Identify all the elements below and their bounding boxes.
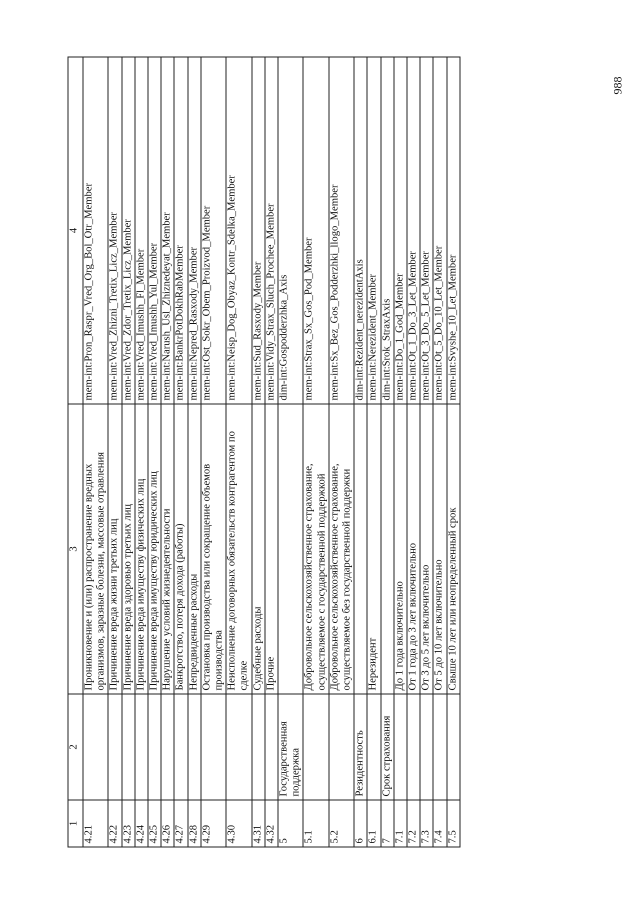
cell-c2: [433, 694, 446, 800]
header-cell-1: 1: [68, 800, 83, 847]
cell-c1: 4.32: [265, 800, 278, 847]
cell-c3: Причинение вреда имуществу физических лиц: [135, 404, 148, 694]
table-row: [148, 57, 161, 847]
cell-c3: [354, 404, 367, 694]
cell-c2: [226, 694, 251, 800]
cell-c2: [83, 694, 108, 800]
cell-c1: 4.31: [252, 800, 265, 847]
page-number: 988: [610, 76, 625, 95]
cell-c1: 4.30: [226, 800, 251, 847]
table-row: [252, 57, 265, 847]
cell-c4: dim-int:Gospodderzhka_Axis: [278, 57, 303, 404]
table-row: [188, 57, 201, 847]
cell-c3: От 1 года до 3 лет включительно: [407, 404, 420, 694]
table-row: [329, 57, 354, 847]
cell-c1: 4.21: [83, 800, 108, 847]
cell-c1: 6.1: [367, 800, 380, 847]
cell-c2: [420, 694, 433, 800]
cell-c3: Проникновение и (или) распространение вредных организмов, заразные болезни, массовые отравления: [83, 404, 108, 694]
cell-c2: Срок страхования: [381, 694, 394, 800]
cell-c3: Добровольное сельскохозяйственное страхование, осуществляемое без государственной поддержки: [329, 404, 354, 694]
table-row: [303, 57, 328, 847]
table-row: [381, 57, 394, 847]
cell-c2: [303, 694, 328, 800]
table-row: [201, 57, 226, 847]
table-row: [122, 57, 135, 847]
cell-c4: mem-int:Vred_Imushh_Fl_Member: [135, 57, 148, 404]
cell-c3: Судебные расходы: [252, 404, 265, 694]
cell-c2: [174, 694, 187, 800]
cell-c1: 4.27: [174, 800, 187, 847]
cell-c2: [108, 694, 121, 800]
cell-c3: Банкротство, потеря дохода (работы): [174, 404, 187, 694]
cell-c1: 4.24: [135, 800, 148, 847]
cell-c2: [188, 694, 201, 800]
cell-c2: [135, 694, 148, 800]
cell-c3: Причинение вреда здоровью третьих лиц: [122, 404, 135, 694]
cell-c2: [407, 694, 420, 800]
table-row: [108, 57, 121, 847]
table-row: [83, 57, 108, 847]
cell-c3: [381, 404, 394, 694]
header-cell-2: 2: [68, 694, 83, 800]
cell-c3: Остановка производства или сокращение объемов производства: [201, 404, 226, 694]
cell-c1: 6: [354, 800, 367, 847]
cell-c4: mem-int:Ost_Sokr_Obem_Proizvod_Member: [201, 57, 226, 404]
cell-c1: 4.25: [148, 800, 161, 847]
cell-c4: dim-int:Rezident_nerezidentAxis: [354, 57, 367, 404]
table-row: [161, 57, 174, 847]
cell-c4: mem-int:Ot_1_Do_3_Let_Member: [407, 57, 420, 404]
cell-c3: Прочие: [265, 404, 278, 694]
cell-c4: mem-int:Ot_3_Do_5_Let_Member: [420, 57, 433, 404]
table-row: [407, 57, 420, 847]
cell-c4: mem-int:Ot_5_Do_10_Let_Member: [433, 57, 446, 404]
cell-c2: [265, 694, 278, 800]
cell-c1: 4.23: [122, 800, 135, 847]
cell-c4: mem-int:BankrPotDokhRabMember: [174, 57, 187, 404]
cell-c2: [122, 694, 135, 800]
cell-c3: Свыше 10 лет или неопределенный срок: [447, 404, 460, 694]
cell-c3: От 5 до 10 лет включительно: [433, 404, 446, 694]
table-row: [367, 57, 380, 847]
cell-c1: 4.26: [161, 800, 174, 847]
table-row: [265, 57, 278, 847]
cell-c4: mem-int:Do_1_God_Member: [394, 57, 407, 404]
cell-c3: Неисполнение договорных обязательств контрагентом по сделке: [226, 404, 251, 694]
table-row: [447, 57, 460, 847]
cell-c3: [278, 404, 303, 694]
cell-c2: [201, 694, 226, 800]
cell-c4: mem-int:Sx_Bez_Gos_Podderzhki_llogo_Member: [329, 57, 354, 404]
cell-c4: mem-int:Sud_Rasxody_Member: [252, 57, 265, 404]
cell-c4: mem-int:Nepred_Rasxody_Member: [188, 57, 201, 404]
table-row: [278, 57, 303, 847]
cell-c1: 7.2: [407, 800, 420, 847]
cell-c1: 4.29: [201, 800, 226, 847]
table-row: [420, 57, 433, 847]
table-row: [433, 57, 446, 847]
cell-c3: До 1 года включительно: [394, 404, 407, 694]
cell-c4: mem-int:Vred_Zhizni_Tretix_Licz_Member: [108, 57, 121, 404]
cell-c4: mem-int:Neisp_Dog_Obyaz_Kontr_Sdelka_Member: [226, 57, 251, 404]
cell-c4: mem-int:Strax_Sx_Gos_Pod_Member: [303, 57, 328, 404]
cell-c1: 5: [278, 800, 303, 847]
cell-c2: [161, 694, 174, 800]
cell-c1: 7: [381, 800, 394, 847]
cell-c1: 4.28: [188, 800, 201, 847]
table-row: [135, 57, 148, 847]
cell-c3: Непредвиденные расходы: [188, 404, 201, 694]
cell-c4: mem-int:Vidy_Strax_Sluch_Prochee_Member: [265, 57, 278, 404]
table-row: [394, 57, 407, 847]
cell-c1: 7.3: [420, 800, 433, 847]
cell-c3: От 3 до 5 лет включительно: [420, 404, 433, 694]
cell-c2: [367, 694, 380, 800]
cell-c4: mem-int:Pron_Raspr_Vred_Org_Bol_Otr_Member: [83, 57, 108, 404]
cell-c2: Резидентность: [354, 694, 367, 800]
cell-c3: Причинение вреда имуществу юридических лиц: [148, 404, 161, 694]
cell-c4: mem-int:Vred_Zdor_Tretix_Licz_Member: [122, 57, 135, 404]
cell-c4: mem-int:Vred_Imushh_Yul_Member: [148, 57, 161, 404]
classifier-table: [68, 57, 461, 848]
cell-c2: [447, 694, 460, 800]
cell-c1: 7.4: [433, 800, 446, 847]
cell-c4: mem-int:Narush_Usl_Zhiznedeyat_Member: [161, 57, 174, 404]
cell-c1: 5.2: [329, 800, 354, 847]
cell-c3: Нарушение условий жизнедеятельности: [161, 404, 174, 694]
cell-c2: [148, 694, 161, 800]
cell-c3: Причинение вреда жизни третьих лиц: [108, 404, 121, 694]
cell-c2: [329, 694, 354, 800]
rotated-table-frame: [68, 58, 633, 848]
cell-c3: Нерезидент: [367, 404, 380, 694]
cell-c2: Государственная поддержка: [278, 694, 303, 800]
cell-c1: 7.5: [447, 800, 460, 847]
cell-c4: mem-int:Svyshe_10_Let_Member: [447, 57, 460, 404]
cell-c1: 7.1: [394, 800, 407, 847]
header-cell-3: 3: [68, 404, 83, 694]
table-body: [68, 57, 460, 847]
header-cell-4: 4: [68, 57, 83, 404]
cell-c4: mem-int:Nerezident_Member: [367, 57, 380, 404]
cell-c2: [252, 694, 265, 800]
table-row: [226, 57, 251, 847]
table-row: [174, 57, 187, 847]
header-row: [68, 57, 83, 847]
cell-c1: 4.22: [108, 800, 121, 847]
cell-c2: [394, 694, 407, 800]
cell-c1: 5.1: [303, 800, 328, 847]
table-row: [354, 57, 367, 847]
cell-c3: Добровольное сельскохозяйственное страхование, осуществляемое с государственной поддержкой: [303, 404, 328, 694]
cell-c4: dim-int:Srok_StraxAxis: [381, 57, 394, 404]
